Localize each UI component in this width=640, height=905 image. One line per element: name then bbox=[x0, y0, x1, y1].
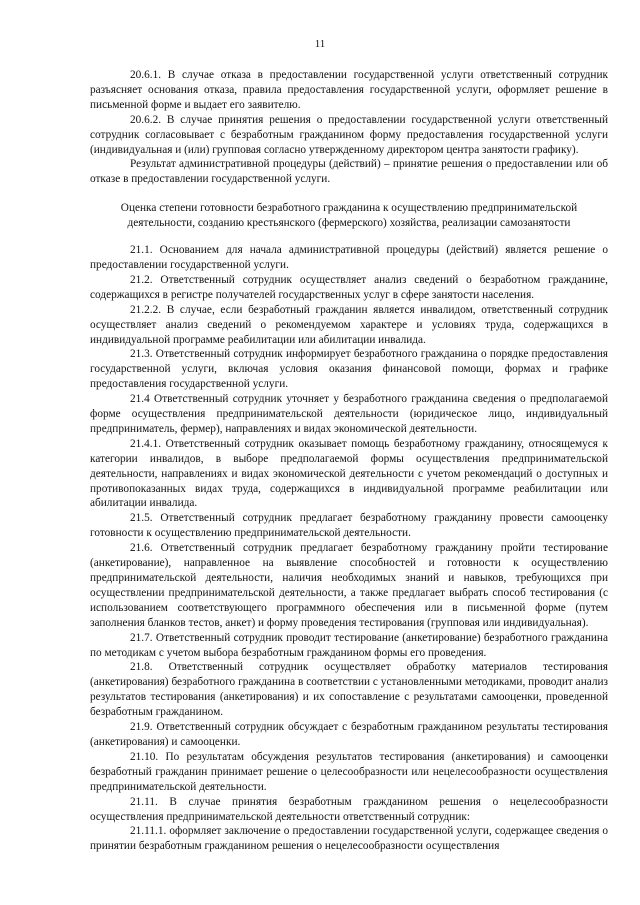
paragraph: 21.6. Ответственный сотрудник предлагает безработному гражданину пройти тестирование (анкетирование), направленное на выявление способностей и готовности к осуществлению предпринимательской деятельности, наличия необходимых знаний и навыков, требующихся при осуществлении предпринимательской деятельности, а также предлагает выбрать способ тестирования (с использованием соответствующего программного обеспечения или в письменной форме (путем заполнения бланков тестов, анкет) и форму проведения тестирования (групповая или индивидуальная). bbox=[90, 542, 608, 629]
paragraph: 21.5. Ответственный сотрудник предлагает безработному гражданину провести самооценку готовности к осуществлению предпринимательской деятельности. bbox=[90, 512, 608, 540]
paragraph: 21.1. Основанием для начала административной процедуры (действий) является решение о предоставлении государственной услуги. bbox=[90, 244, 608, 271]
paragraph: 21.3. Ответственный сотрудник информирует безработного гражданина о порядке предоставления государственной услуги, включая условия оказания финансовой помощи, формах и графике предоставления государственной услуги. bbox=[90, 348, 608, 391]
paragraph: 21.10. По результатам обсуждения результатов тестирования (анкетирования) и самооценки безработный гражданин принимает решение о целесообразности или нецелесообразности осуществления предпринимательской деятельности. bbox=[90, 750, 608, 793]
paragraph: 21.4.1. Ответственный сотрудник оказывает помощь безработному гражданину, относящемуся к категории инвалидов, в выборе предполагаемой формы осуществления предпринимательской деятельности, направлениях и видах экономической деятельности с учетом рекомендаций о доступных и противопоказанных видах труда, содержащихся в индивидуальной программе реабилитации или абилитации инвалида. bbox=[90, 437, 608, 510]
paragraph: 21.9. Ответственный сотрудник обсуждает с безработным гражданином результаты тестирования (анкетирования) и самооценки. bbox=[90, 721, 608, 748]
paragraph: 21.11. В случае принятия безработным гражданином решения о нецелесообразности осуществления предпринимательской деятельности ответственный сотрудник: bbox=[90, 795, 608, 823]
section-heading: Оценка степени готовности безработного гражданина к осуществлению предпринимательской деятельности, созданию крестьянского (фермерского) хозяйства, реализации самозанятости bbox=[120, 202, 578, 230]
paragraph: 21.11.1. оформляет заключение о предоставлении государственной услуги, содержащее сведения о принятии безработным гражданином решения о нецелесообразности осуществления bbox=[90, 825, 608, 853]
page-number: 11 bbox=[314, 38, 326, 50]
paragraph: 21.4 Ответственный сотрудник уточняет у безработного гражданина сведения о предполагаемой форме осуществления предпринимательской деятельности (юридическое лицо, индивидуальный предприниматель, фермер), направлениях и видах экономической деятельности. bbox=[90, 393, 608, 435]
paragraph: 21.7. Ответственный сотрудник проводит тестирование (анкетирование) безработного гражданина по методикам с учетом выбора безработным гражданином формы его проведения. bbox=[90, 631, 608, 659]
document-body bbox=[90, 68, 608, 854]
paragraph: 20.6.2. В случае принятия решения о предоставлении государственной услуги ответственный сотрудник согласовывает с безработным гражданином форму предоставления государственной услуги (индивидуальная и (или) групповая согласно утвержденному директором центра занятости графику). bbox=[90, 113, 608, 156]
paragraph: 21.2.2. В случае, если безработный гражданин является инвалидом, ответственный сотрудник осуществляет анализ сведений о рекомендуемом характере и условиях труда, содержащихся в индивидуальной программе реабилитации или абилитации инвалида. bbox=[90, 303, 608, 346]
paragraph: 20.6.1. В случае отказа в предоставлении государственной услуги ответственный сотрудник разъясняет основания отказа, правила предоставления государственной услуги, оформляет решение в письменной форме и выдает его заявителю. bbox=[90, 69, 608, 111]
paragraph: Результат административной процедуры (действий) – принятие решения о предоставлении или об отказе в предоставлении государственной услуги. bbox=[90, 158, 608, 186]
paragraph: 21.8. Ответственный сотрудник осуществляет обработку материалов тестирования (анкетирования) безработного гражданина в соответствии с установленными методиками, проводит анализ результатов тестирования (анкетирования) и их сопоставление с результатами самооценки, проведенной безработным гражданином. bbox=[90, 661, 608, 719]
paragraph: 21.2. Ответственный сотрудник осуществляет анализ сведений о безработном гражданине, содержащихся в регистре получателей государственных услуг в сфере занятости населения. bbox=[90, 273, 608, 301]
